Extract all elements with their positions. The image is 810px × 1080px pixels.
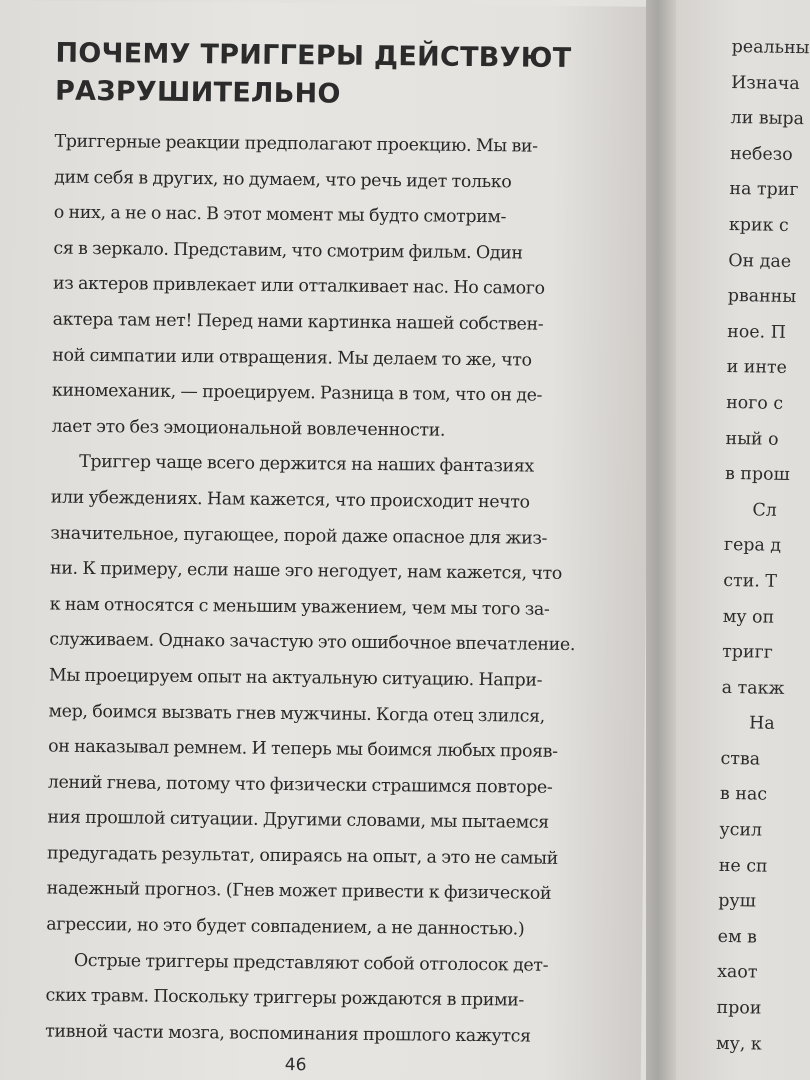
text-line: актера там нет! Перед нами картинка нашей собствен- (52, 309, 544, 335)
text-line: из актеров привлекает или отталкивает нас. Но самого (52, 273, 545, 300)
right-page-line-fragment: гера д (723, 535, 782, 557)
right-page-line-fragment: Он дае (728, 250, 792, 272)
right-page-line-fragment: ства (720, 748, 761, 770)
text-line: ной симпатии или отвращения. Мы делаем то же, что (52, 345, 532, 371)
right-page-line-fragment: му, к (715, 1033, 762, 1055)
text-line: надежный прогноз. (Гнев может привести к физической (46, 879, 552, 905)
right-page-line-fragment: ного с (725, 392, 784, 414)
right-page-line-fragment: в прош (724, 464, 790, 486)
text-line: служиваем. Однако зачастую это ошибочное впечатление. (49, 629, 576, 656)
right-page-line-fragment: крик с (728, 214, 789, 236)
right-page-line-fragment: сти. Т (723, 570, 778, 592)
text-line: лений гнева, потому что физически страшимся повторе- (47, 772, 553, 798)
text-line: киномеханик, — проецируем. Разница в том, что он де- (51, 380, 543, 406)
text-line: тивной части мозга, воспоминания прошлого кажутся (45, 1021, 531, 1047)
right-page-line-fragment: в нас (719, 784, 768, 806)
right-page-line-fragment: тригг (722, 642, 773, 663)
right-page-line-fragment: не сп (718, 855, 768, 877)
text-line: ни. К примеру, если наше эго негодует, нам кажется, что (49, 558, 563, 585)
right-page-line-fragment: На (748, 713, 775, 735)
right-page-line-fragment: усил (719, 819, 763, 841)
right-page-line-fragment: ли выра (730, 108, 805, 130)
text-line: о них, а не о нас. В этот момент мы будто смотрим- (53, 202, 507, 228)
text-line: агрессии, но это будет совпадением, а не данностью.) (46, 914, 525, 940)
text-line: дим себя в других, но думаем, что речь идет только (54, 167, 512, 192)
right-page-line-fragment: и инте (726, 357, 788, 379)
text-line: ния прошлой ситуации. Другими словами, мы пытаемся (47, 807, 549, 834)
text-line: к нам относятся с меньшим уважением, чем мы того за- (49, 594, 550, 620)
text-line: значительное, пугающее, порой даже опасное для жиз- (50, 523, 548, 549)
text-line: мер, боимся вызвать гнев мужчины. Когда отец злился, (48, 701, 545, 727)
right-page-line-fragment: ный о (725, 428, 779, 450)
text-line: Острые триггеры представляют собой отголосок дет- (73, 950, 549, 976)
chapter-heading (55, 35, 616, 117)
right-page-line-fragment: руш (718, 891, 757, 912)
right-page-line-fragment: прои (716, 997, 762, 1019)
right-page-line-fragment: хаот (717, 962, 758, 983)
right-page-line-fragment: ем в (717, 926, 758, 948)
text-line: или убеждениях. Нам кажется, что происходит нечто (50, 487, 530, 513)
text-line: лает это без эмоциональной вовлеченности. (51, 416, 446, 441)
text-line: Триггерные реакции предполагают проекцию. Мы ви- (54, 131, 538, 157)
right-page-text (716, 30, 810, 1063)
text-line: предугадать результат, опираясь на опыт, а это не самый (46, 843, 559, 869)
right-page-line-fragment: на триг (729, 179, 799, 201)
right-page-line-fragment: Изнача (731, 72, 800, 94)
heading-line: ПОЧЕМУ ТРИГГЕРЫ ДЕЙСТВУЮТ (55, 37, 572, 74)
right-page-line-fragment: Сл (752, 500, 777, 521)
body-text (45, 125, 615, 1056)
text-line: ских травм. Поскольку триггеры рождаются в прими- (45, 985, 525, 1011)
right-page-line-fragment: реальны (731, 36, 810, 59)
right-page-line-fragment: ное. П (727, 321, 786, 343)
text-line: Мы проецируем опыт на актуальную ситуацию. Напри- (48, 665, 543, 691)
page-number: 46 (284, 1055, 307, 1076)
heading-line: РАЗРУШИТЕЛЬНО (54, 75, 341, 110)
right-page-line-fragment: небезо (729, 143, 793, 165)
right-page-line-fragment: а такж (721, 677, 785, 699)
right-page-line-fragment: му оп (722, 606, 775, 628)
text-line: он наказывал ремнем. И теперь мы боимся любых прояв- (48, 736, 558, 762)
text-line: Триггер чаще всего держится на наших фантазиях (79, 452, 534, 477)
right-page-line-fragment: рванны (727, 286, 797, 308)
text-line: ся в зеркало. Представим, что смотрим фильм. Один (53, 238, 523, 264)
